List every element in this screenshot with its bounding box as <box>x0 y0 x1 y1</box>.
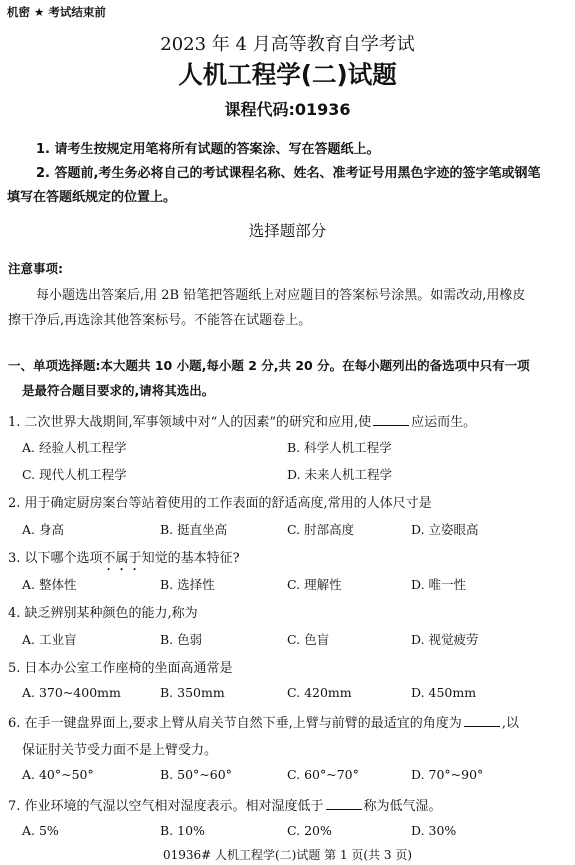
q4-option-d: D. 视觉疲劳 <box>411 632 479 647</box>
part1-heading-2: 是最符合题目要求的,请将其选出。 <box>22 383 215 398</box>
page-footer: 01936# 人机工程学(二)试题 第 1 页(共 3 页) <box>162 848 413 862</box>
question-1 <box>8 411 476 430</box>
question-6-line-2: 保证肘关节受力面不是上臂受力。 <box>22 743 218 758</box>
question-1-text-end: 应运而生。 <box>411 415 477 430</box>
paper-title: 人机工程学(二)试题 <box>178 60 397 89</box>
q2-option-a: A. 身高 <box>22 522 64 537</box>
q5-option-d: D. 450mm <box>411 685 477 700</box>
q1-option-a: A. 经验人机工程学 <box>22 440 127 455</box>
confidential-mark: 机密 ★ 考试结束前 <box>7 5 106 19</box>
q1-option-d: D. 未来人机工程学 <box>287 467 393 482</box>
q7-option-b: B. 10% <box>160 823 205 838</box>
q2-option-c: C. 肘部高度 <box>287 522 355 537</box>
q7-option-a: A. 5% <box>22 823 59 838</box>
q6-option-b: B. 50°~60° <box>160 767 232 782</box>
q5-option-a: A. 370~400mm <box>22 685 121 700</box>
part1-heading-1: 一、单项选择题:本大题共 10 小题,每小题 2 分,共 20 分。在每小题列出的备选项中只有一项 <box>8 358 530 373</box>
answer-blank <box>464 714 500 727</box>
emphasized-text: 不属于 <box>102 551 142 566</box>
question-4: 4. 缺乏辨别某种颜色的能力,称为 <box>8 606 198 621</box>
notice-line-1: 每小题选出答案后,用 2B 铅笔把答题纸上对应题目的答案标号涂黑。如需改动,用橡皮 <box>36 288 526 303</box>
q5-option-c: C. 420mm <box>287 685 352 700</box>
q3-option-b: B. 选择性 <box>160 577 215 592</box>
q6-option-d: D. 70°~90° <box>411 767 484 782</box>
instruction-2a: 2. 答题前,考生务必将自己的考试课程名称、姓名、准考证号用黑色字迹的签字笔或钢笔 <box>36 166 541 181</box>
section-title: 选择题部分 <box>248 222 327 240</box>
answer-blank <box>326 797 362 810</box>
answer-blank <box>373 413 409 426</box>
q1-option-c: C. 现代人机工程学 <box>22 467 127 482</box>
q4-option-b: B. 色弱 <box>160 632 203 647</box>
notice-line-2: 擦干净后,再选涂其他答案标号。不能答在试题卷上。 <box>8 313 312 328</box>
question-7-text: 7. 作业环境的气湿以空气相对湿度表示。相对湿度低于 <box>8 799 324 814</box>
q7-option-d: D. 30% <box>411 823 457 838</box>
q4-option-a: A. 工业盲 <box>22 632 77 647</box>
q6-option-c: C. 60°~70° <box>287 767 359 782</box>
question-5: 5. 日本办公室工作座椅的坐面高通常是 <box>8 661 233 676</box>
question-1-text: 1. 二次世界大战期间,军事领域中对“人的因素”的研究和应用,使 <box>8 415 372 430</box>
question-3-text: 3. 以下哪个选项 <box>8 551 103 566</box>
q3-option-a: A. 整体性 <box>22 577 77 592</box>
q3-option-c: C. 理解性 <box>287 577 342 592</box>
q3-option-d: D. 唯一性 <box>411 577 467 592</box>
exam-title: 2023 年 4 月高等教育自学考试 <box>160 34 415 55</box>
q2-option-b: B. 挺直坐高 <box>160 522 228 537</box>
question-2: 2. 用于确定厨房案台等站着使用的工作表面的舒适高度,常用的人体尺寸是 <box>8 496 432 511</box>
question-3-text-end: 知觉的基本特征? <box>141 551 240 566</box>
question-6-text-end: ,以 <box>501 716 519 731</box>
question-6-text: 6. 在手一键盘界面上,要求上臂从肩关节自然下垂,上臂与前臂的最适宜的角度为 <box>8 716 462 731</box>
instruction-1: 1. 请考生按规定用笔将所有试题的答案涂、写在答题纸上。 <box>36 142 380 157</box>
q4-option-c: C. 色盲 <box>287 632 330 647</box>
q1-option-b: B. 科学人机工程学 <box>287 440 392 455</box>
q2-option-d: D. 立姿眼高 <box>411 522 479 537</box>
question-6 <box>8 712 519 731</box>
question-7-text-end: 称为低气湿。 <box>363 799 442 814</box>
question-3 <box>8 547 240 574</box>
q5-option-b: B. 350mm <box>160 685 225 700</box>
question-7 <box>8 795 442 814</box>
notice-heading: 注意事项: <box>8 261 63 276</box>
q7-option-c: C. 20% <box>287 823 332 838</box>
course-code: 课程代码:01936 <box>224 100 351 119</box>
instruction-2b: 填写在答题纸规定的位置上。 <box>7 190 177 205</box>
q6-option-a: A. 40°~50° <box>22 767 94 782</box>
